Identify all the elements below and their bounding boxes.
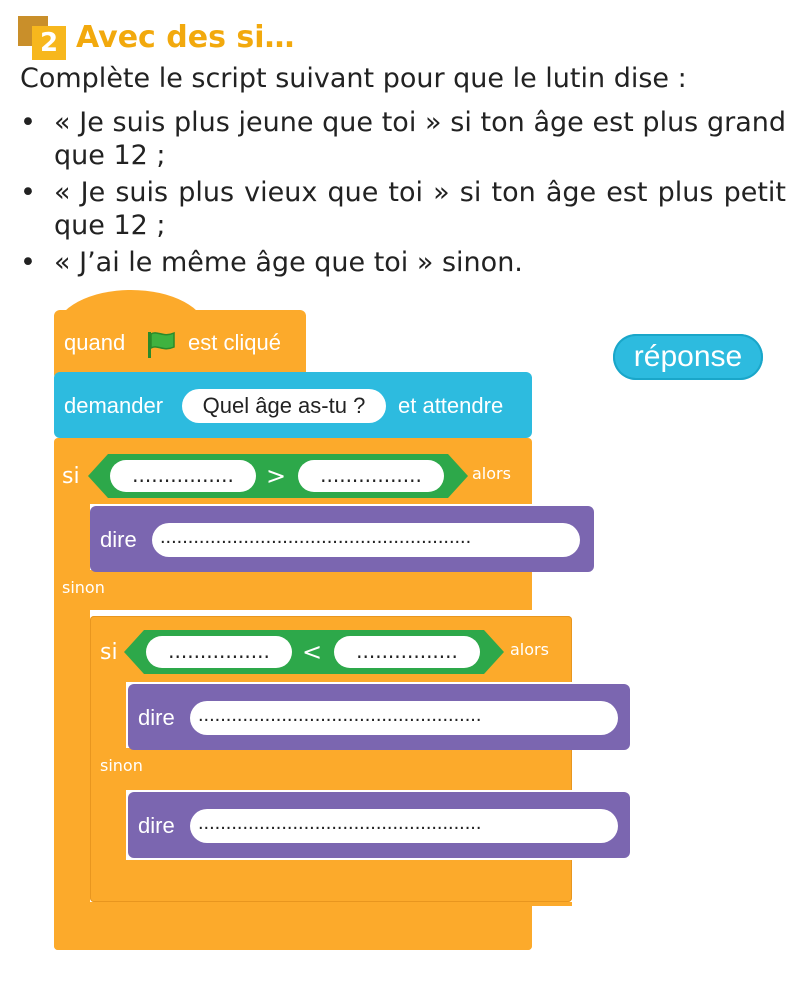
question-input[interactable]: Quel âge as-tu ?	[182, 389, 386, 423]
bullet-item	[18, 246, 786, 279]
compare-right-input[interactable]: ................	[298, 460, 444, 492]
say-label: dire	[138, 813, 175, 838]
when-label: quand	[64, 330, 126, 355]
say-block[interactable]	[90, 506, 594, 572]
compare-left-input[interactable]: ................	[110, 460, 256, 492]
ask-suffix-label: et attendre	[398, 393, 504, 418]
ask-and-wait-block[interactable]	[54, 372, 532, 438]
exercise-number: 2	[32, 26, 66, 60]
bullet-text: « J’ai le même âge que toi » sinon.	[54, 247, 523, 278]
bullet-list	[18, 106, 786, 283]
if-label: si	[100, 640, 118, 665]
compare-right-input[interactable]: ................	[334, 636, 480, 668]
say-block[interactable]	[128, 684, 630, 750]
clicked-label: est cliqué	[188, 330, 281, 355]
nested-if-bottom-edge	[90, 902, 572, 906]
if-else-bottom-arm	[54, 902, 532, 950]
less-than-symbol: <	[302, 638, 323, 666]
instruction-text: Complète le script suivant pour que le lutin dise :	[20, 63, 687, 94]
exercise-title: Avec des si…	[76, 20, 295, 55]
say-label: dire	[100, 527, 137, 552]
bullet-text: « Je suis plus jeune que toi » si ton âge est plus grand que 12 ;	[54, 107, 786, 171]
bullet-item	[18, 106, 786, 172]
green-flag-icon	[146, 330, 176, 360]
bullet-dot-icon: •	[20, 107, 36, 138]
nested-if-else-block[interactable]	[90, 616, 572, 902]
say-label: dire	[138, 705, 175, 730]
ask-label: demander	[64, 393, 164, 418]
then-label: alors	[472, 464, 511, 483]
say-block[interactable]	[128, 792, 630, 858]
compare-left-input[interactable]: ................	[146, 636, 292, 668]
else-label: sinon	[100, 756, 143, 775]
when-flag-clicked-block[interactable]	[54, 310, 306, 380]
answer-reporter-block[interactable]: réponse	[613, 334, 763, 380]
if-label: si	[62, 464, 80, 489]
say-text-input[interactable]: ........................................................	[152, 523, 580, 557]
bullet-item	[18, 176, 786, 242]
else-label: sinon	[62, 578, 105, 597]
bullet-text: « Je suis plus vieux que toi » si ton âge est plus petit que 12 ;	[54, 177, 786, 241]
bullet-dot-icon: •	[20, 247, 36, 278]
then-label: alors	[510, 640, 549, 659]
say-text-input[interactable]: ...................................................	[190, 809, 618, 843]
say-text-input[interactable]: ...................................................	[190, 701, 618, 735]
bullet-dot-icon: •	[20, 177, 36, 208]
greater-than-symbol: >	[266, 462, 287, 490]
